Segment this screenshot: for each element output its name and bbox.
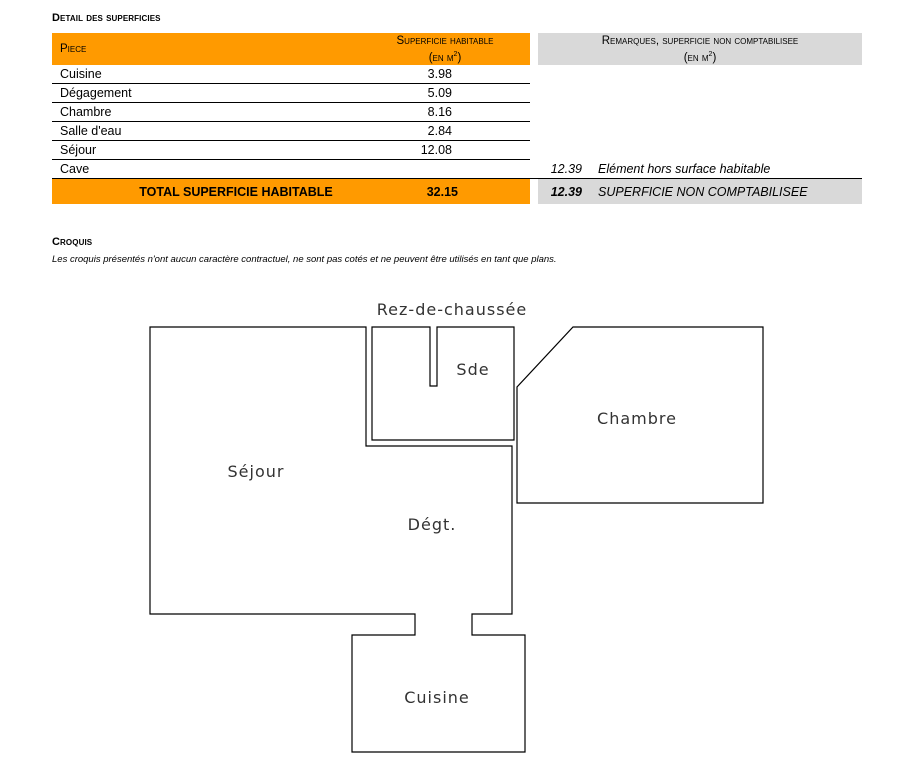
header-remarques-unit-sup: 2 bbox=[708, 50, 713, 58]
row-piece: Salle d'eau bbox=[52, 122, 360, 141]
row-superficie: 12.08 bbox=[360, 141, 530, 160]
room-label-chambre: Chambre bbox=[597, 409, 677, 428]
header-superficie-unit-prefix: (en m bbox=[428, 51, 454, 64]
row-superficie: 8.16 bbox=[360, 103, 530, 122]
header-remarques-unit-suffix: ) bbox=[712, 51, 717, 64]
header-superficie-line1: Superficie habitable bbox=[396, 34, 494, 47]
total-rem-text: SUPERFICIE NON COMPTABILISEE bbox=[598, 184, 808, 199]
croquis-disclaimer: Les croquis présentés n'ont aucun caractère contractuel, ne sont pas cotés et ne peuvent être utilisés en tant que plans. bbox=[52, 254, 557, 265]
row-superficie: 3.98 bbox=[360, 65, 530, 84]
sde-wall bbox=[372, 327, 514, 440]
room-label-sejour: Séjour bbox=[227, 462, 285, 481]
header-superficie-unit-sup: 2 bbox=[453, 50, 458, 58]
total-superficie: 32.15 bbox=[360, 179, 530, 205]
row-piece: Cave bbox=[52, 160, 360, 179]
room-label-sde: Sde bbox=[456, 360, 490, 379]
room-label-cuisine: Cuisine bbox=[404, 688, 470, 707]
header-remarques-unit-prefix: (en m bbox=[683, 51, 709, 64]
detail-title: Detail des superficies bbox=[52, 12, 161, 24]
croquis-title: Croquis bbox=[52, 236, 93, 248]
row-piece: Cuisine bbox=[52, 65, 360, 84]
header-superficie-unit-suffix: ) bbox=[457, 51, 462, 64]
plan-level-label: Rez-de-chaussée bbox=[376, 300, 528, 319]
total-label: TOTAL SUPERFICIE HABITABLE bbox=[52, 179, 360, 205]
header-remarques-line1: Remarques, superficie non comptabilisee bbox=[601, 34, 799, 47]
room-label-degt: Dégt. bbox=[407, 515, 457, 534]
header-piece: Piece bbox=[52, 33, 360, 65]
row-piece: Dégagement bbox=[52, 84, 360, 103]
row-rem-text: Elément hors surface habitable bbox=[598, 161, 771, 176]
row-rem-value: 12.39 bbox=[550, 161, 582, 176]
total-rem-value: 12.39 bbox=[550, 184, 582, 199]
row-superficie: 5.09 bbox=[360, 84, 530, 103]
row-piece: Chambre bbox=[52, 103, 360, 122]
row-piece: Séjour bbox=[52, 141, 360, 160]
row-superficie: 2.84 bbox=[360, 122, 530, 141]
